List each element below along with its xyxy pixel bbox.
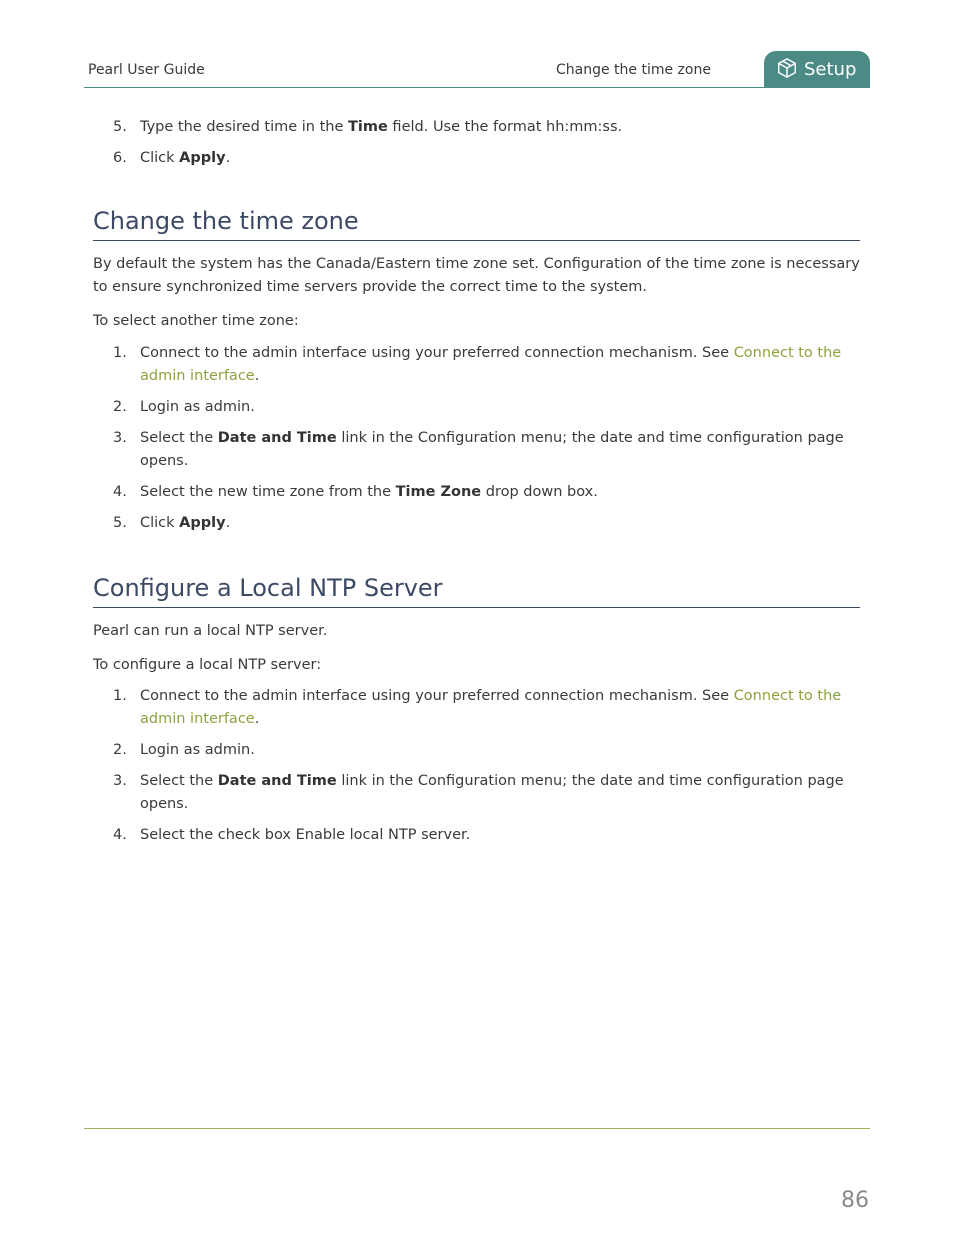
guide-title: Pearl User Guide (88, 62, 205, 78)
cube-icon (776, 57, 798, 83)
page-number: 86 (841, 1188, 869, 1213)
connect-admin-link[interactable]: Connect to the admin interface (140, 688, 842, 727)
list-item: 2. Login as admin. (113, 742, 255, 758)
ntp-intro: Pearl can run a local NTP server. (93, 623, 328, 639)
timezone-intro: By default the system has the Canada/Eastern time zone set. Configuration of the time zone is necessary to ensure synchronized time servers provide the correct time to the system. (93, 256, 860, 295)
list-item: 1. Connect to the admin interface using your preferred connection mechanism. See Connect to the admin interface. (113, 688, 842, 727)
connect-admin-link[interactable]: Connect to the admin interface (140, 345, 842, 384)
list-item: 4. Select the check box Enable local NTP server. (113, 827, 471, 843)
ntp-lead: To configure a local NTP server: (93, 657, 322, 673)
timezone-steps-list (93, 342, 860, 543)
list-item: 5. Type the desired time in the Time field. Use the format hh:mm:ss. (113, 119, 623, 135)
list-item: 3. Select the Date and Time link in the Configuration menu; the date and time configuration page opens. (113, 773, 844, 812)
setup-tab[interactable] (764, 51, 870, 88)
list-item: 3. Select the Date and Time link in the Configuration menu; the date and time configuration page opens. (113, 430, 844, 469)
ntp-heading: Configure a Local NTP Server (93, 573, 860, 608)
list-item: 4. Select the new time zone from the Time Zone drop down box. (113, 484, 598, 500)
timezone-heading: Change the time zone (93, 206, 860, 241)
list-item: 2. Login as admin. (113, 399, 255, 415)
header-section-title: Change the time zone (556, 62, 711, 78)
page-header (84, 50, 870, 88)
footer-divider (84, 1128, 870, 1129)
top-steps-list (93, 116, 860, 178)
setup-tab-label: Setup (804, 59, 857, 80)
list-item: 5. Click Apply. (113, 515, 231, 531)
list-item: 1. Connect to the admin interface using your preferred connection mechanism. See Connect to the admin interface. (113, 345, 842, 384)
ntp-steps-list (93, 685, 860, 855)
list-item: 6. Click Apply. (113, 150, 231, 166)
timezone-lead: To select another time zone: (93, 313, 299, 329)
